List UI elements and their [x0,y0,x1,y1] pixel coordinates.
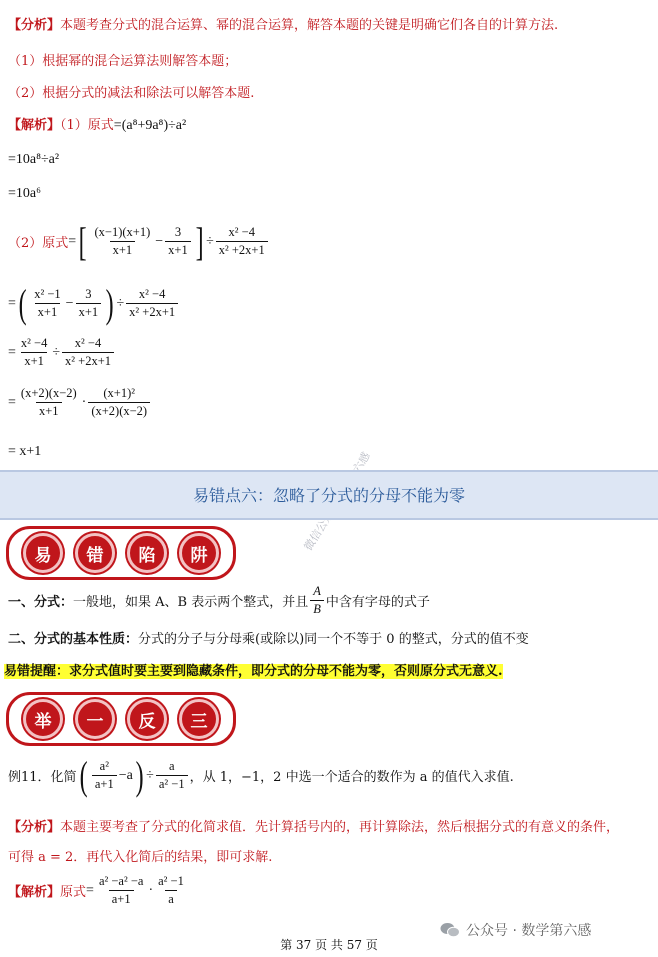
section-title: 易错点六：忽略了分式的分母不能为零 [192,486,465,505]
wechat-footer [440,920,591,940]
solution-2-line-1: （2）原式 = [ $\frac{(x-1)(x+1)}{x+1}$ − $\frac{3}{x+1}$ ] ÷ $\frac{\text{x² −4}}{\text{x² +2x+1}}$ [8,218,270,265]
solution-2-step-2: = ( $\frac{\text{x² −1}}{x+1}$ − $\frac{3}{x+1}$ ) ÷ $\frac{\text{x² −4}}{\text{x² +2x+1}}$ [8,280,180,327]
page-number: 第 37 页 共 57 页 [280,938,378,952]
definition-1-text-tail: 中含有字母的式子 [325,595,430,610]
fraction: $\frac{\text{(x+1)²}}{(x+2)(x-2)}$ [88,386,150,419]
fraction: $\frac{\text{x² −4}}{\text{x² +2x+1}}$ [62,336,114,369]
badge-char: 反 [127,699,167,739]
fraction: $\frac{A}{B}$ [310,584,324,617]
analysis-point-2: （2）根据分式的减法和除法可以解答本题. [8,86,255,101]
analysis-2-line-1 [8,816,619,835]
solution-part1-label: （1）原式 [60,118,114,133]
fraction: $\frac{\text{x² −1}}{x+1}$ [34,287,61,319]
analysis-point-1: （1）根据幂的混合运算法则解答本题； [8,54,238,69]
analysis-tag: 【分析】 [8,820,61,835]
solution-tag: 【解析】 [8,885,61,900]
fraction: $\frac{\text{x² −4}}{\text{x² +2x+1}}$ [216,225,268,258]
solution-2-step-3: = $\frac{\text{x² −4}}{x+1}$ ÷ $\frac{\text{x² −4}}{\text{x² +2x+1}}$ [8,336,116,369]
minus-a: −a [118,767,133,783]
fraction: $\frac{3}{x+1}$ [165,225,191,258]
solution-part1-expr: =(a⁸+9a⁸)÷a² [113,118,187,133]
badge-char: 易 [23,533,63,573]
badge-char: 三 [179,699,219,739]
fraction: $\frac{\text{a² −1}}{a}$ [158,874,184,906]
fraction: $\frac{3}{x+1}$ [76,287,102,320]
trap-badge-row [6,526,236,580]
solution-1-line-1 [8,114,186,134]
badge-char: 一 [75,699,115,739]
fraction: $\frac{\text{x² −4}}{x+1}$ [20,336,48,368]
example-tail: ，从 1，−1，2 中选一个适合的数作为 a 的值代入求值. [189,770,514,785]
example-badge-row [6,692,236,746]
analysis-1 [8,14,558,33]
badge-char: 阱 [179,533,219,573]
fraction: $\frac{\text{a² −a² −a}}{a+1}$ [98,874,144,906]
fraction: $\frac{(x-1)(x+1)}{x+1}$ [94,225,151,257]
definition-1-text: 一般地，如果 A、B 表示两个整式，并且 [73,595,309,610]
definition-2-text: 分式的分子与分母乘(或除以)同一个不等于 0 的整式，分式的值不变 [138,632,529,647]
warning-note [4,660,503,679]
wechat-account: 公众号 · 数学第六感 [466,923,592,939]
section-banner [0,470,658,520]
analysis-text: 本题考查分式的混合运算、幂的混合运算，解答本题的关键是明确它们各自的计算方法. [60,18,559,33]
warning-text: 易错提醒：求分式值时要主要到隐藏条件，即分式的分母不能为零，否则原分式无意义. [4,664,503,679]
example-11: 例11．化简 ( $\frac{\text{a²}}{a+1}$ −a ) ÷ $\frac{a}{\text{a² −1}}$ ，从 1，−1，2 中选一个适合的数作为 a 的值代入求值. [8,753,514,798]
solution-1-step-3: =10a⁶ [8,186,41,201]
solution-1-step-2: =10a⁸÷a² [8,152,60,167]
analysis-tag: 【分析】 [8,18,61,33]
badge-char: 陷 [127,533,167,573]
solution-label: 原式 [60,885,87,900]
example-label: 例11．化简 [8,770,77,785]
solution-tag: 【解析】 [8,118,61,133]
solution-ex11: 【解析】 原式 = $\frac{\text{a² −a² −a}}{a+1}$ · $\frac{\text{a² −1}}{a}$ [8,874,189,907]
badge-char: 举 [23,699,63,739]
fraction: $\frac{\text{a²}}{a+1}$ [92,759,117,792]
solution-2-final: = x+1 [8,444,42,459]
solution-part2-label: （2）原式 [8,236,69,251]
wechat-icon [440,922,460,938]
definition-2-label: 二、分式的基本性质： [8,632,139,647]
fraction: $\frac{a}{\text{a² −1}}$ [156,759,188,792]
fraction: $\frac{(x+2)(x-2)}{x+1}$ [20,386,77,418]
solution-2-step-4: = $\frac{(x+2)(x-2)}{x+1}$ · $\frac{\text{(x+1)²}}{(x+2)(x-2)}$ [8,386,152,419]
analysis-2-line-2: 可得 a = 2．再代入化简后的结果，即可求解. [8,850,273,865]
fraction: $\frac{\text{x² −4}}{\text{x² +2x+1}}$ [126,287,178,320]
definition-2 [8,628,529,647]
analysis-2-text-1: 本题主要考查了分式的化简求值．先计算括号内的，再计算除法，然后根据分式的有意义的条件， [60,820,620,835]
badge-char: 错 [75,533,115,573]
definition-1-label: 一、分式： [8,595,74,610]
definition-1 [8,584,430,617]
